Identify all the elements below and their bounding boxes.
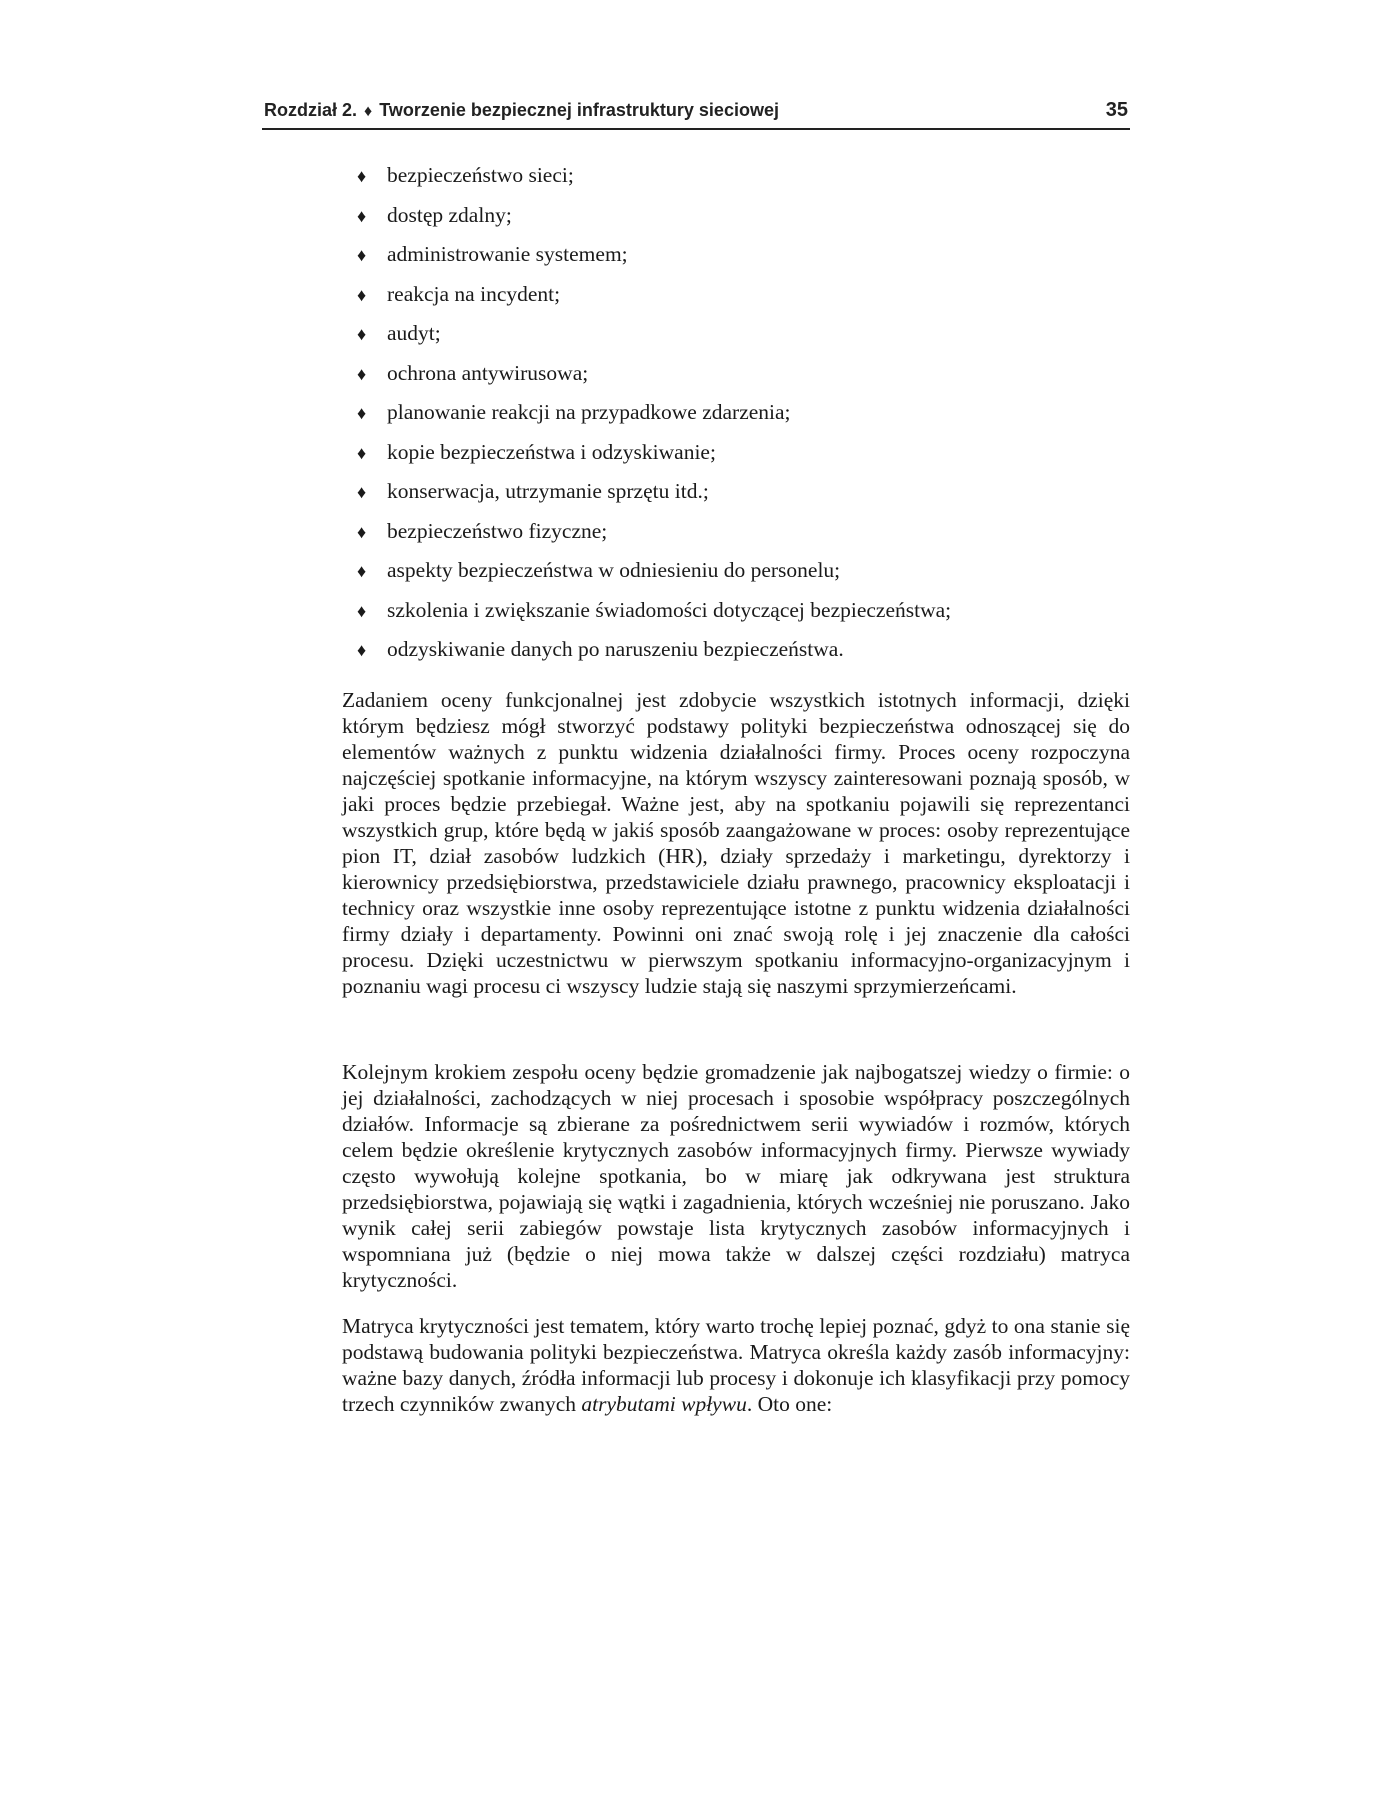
list-item: ♦ aspekty bezpieczeństwa w odniesieniu do personelu; bbox=[357, 558, 841, 582]
running-header bbox=[262, 98, 1130, 130]
diamond-bullet-icon: ♦ bbox=[357, 166, 367, 186]
diamond-bullet-icon: ♦ bbox=[357, 205, 367, 226]
list-item: ♦ dostęp zdalny; bbox=[357, 202, 512, 227]
list-item: ♦ odzyskiwanie danych po naruszeniu bezpieczeństwa. bbox=[357, 637, 844, 661]
list-item: ♦ konserwacja, utrzymanie sprzętu itd.; bbox=[357, 479, 709, 503]
diamond-bullet-icon: ♦ bbox=[357, 403, 367, 423]
italic-term: atrybutami wpływu bbox=[581, 1392, 747, 1416]
chapter-label: Rozdział 2. bbox=[264, 100, 358, 120]
paragraph-criticality-matrix bbox=[342, 1313, 1130, 1417]
list-item: ♦ bezpieczeństwo sieci; bbox=[357, 163, 574, 187]
diamond-bullet-icon: ♦ bbox=[357, 482, 367, 502]
diamond-bullet-icon: ♦ bbox=[357, 600, 367, 621]
paragraph-knowledge-gathering: Kolejnym krokiem zespołu oceny będzie gromadzenie jak najbogatszej wiedzy o firmie: o jej działalności, zachodzących w niej procesach i sposobie współpracy poszczególnych działów. Informacje są zbierane za pośrednictwem serii wywiadów i rozmów, których celem będzie określenie krytycznych zasobów informacyjnych firmy. Pierwsze wywiady często wywołują kolejne spotkania, bo w miarę jak odkrywana jest struktura przedsiębiorstwa, pojawiają się wątki i zagadnienia, których wcześniej nie poruszano. Jako wynik całej serii zabiegów powstaje lista krytycznych zasobów informacyjnych i wspomniana już (będzie o niej mowa także w dalszej części rozdziału) matryca krytyczności. bbox=[342, 1060, 1130, 1292]
diamond-bullet-icon: ♦ bbox=[357, 640, 367, 660]
diamond-bullet-icon: ♦ bbox=[357, 363, 367, 384]
diamond-bullet-icon: ♦ bbox=[357, 561, 367, 581]
paragraph-text: Matryca krytyczności jest tematem, który warto trochę lepiej poznać, gdyż to ona stanie się podstawą budowania polityki bezpieczeństwa. Matryca określa każdy zasób informacyjny: ważne bazy danych, źródła informacji lub procesy i dokonuje ich klasyfikacji przy pomocy trzech czynników zwanych bbox=[342, 1314, 1130, 1416]
paragraph-functional-assessment: Zadaniem oceny funkcjonalnej jest zdobycie wszystkich istotnych informacji, dzięki którym będziesz mógł stworzyć podstawy polityki bezpieczeństwa odnoszącej się do elementów ważnych z punktu widzenia działalności firmy. Proces oceny rozpoczyna najczęściej spotkanie informacyjne, na którym wszyscy zainteresowani poznają sposób, w jaki proces będzie przebiegał. Ważne jest, aby na spotkaniu pojawili się reprezentanci wszystkich grup, które będą w jakiś sposób zaangażowane w proces: osoby reprezentujące pion IT, dział zasobów ludzkich (HR), działy sprzedaży i marketingu, dyrektorzy i kierownicy przedsiębiorstwa, przedstawiciele działu prawnego, pracownicy eksploatacji i technicy oraz wszystkie inne osoby reprezentujące istotne z punktu widzenia działalności firmy działy i departamenty. Powinni oni znać swoją rolę i jej znaczenie dla całości procesu. Dzięki uczestnictwu w pierwszym spotkaniu informacyjno-organizacyjnym i poznaniu wagi procesu ci wszyscy ludzie stają się naszymi sprzymierzeńcami. bbox=[342, 688, 1130, 998]
diamond-bullet-icon: ♦ bbox=[357, 521, 367, 542]
diamond-bullet-icon: ♦ bbox=[357, 245, 367, 265]
diamond-bullet-icon: ♦ bbox=[357, 284, 367, 305]
list-item: ♦ reakcja na incydent; bbox=[357, 281, 561, 306]
list-item: ♦ szkolenia i zwiększanie świadomości dotyczącej bezpieczeństwa; bbox=[357, 597, 952, 622]
list-item: ♦ administrowanie systemem; bbox=[357, 242, 628, 266]
list-item: ♦ planowanie reakcji na przypadkowe zdarzenia; bbox=[357, 400, 791, 424]
list-item: ♦ bezpieczeństwo fizyczne; bbox=[357, 518, 608, 543]
chapter-title: Tworzenie bezpiecznej infrastruktury sieciowej bbox=[379, 100, 779, 120]
list-item: ♦ audyt; bbox=[357, 321, 441, 345]
bullet-list bbox=[357, 162, 1130, 676]
paragraph-text-end: . Oto one: bbox=[746, 1392, 833, 1416]
chapter-heading bbox=[264, 100, 779, 121]
list-item: ♦ ochrona antywirusowa; bbox=[357, 360, 589, 385]
list-item: ♦ kopie bezpieczeństwa i odzyskiwanie; bbox=[357, 439, 716, 464]
diamond-bullet-icon: ♦ bbox=[357, 324, 367, 344]
diamond-icon: ♦ bbox=[364, 103, 373, 120]
page-number: 35 bbox=[1105, 99, 1128, 121]
diamond-bullet-icon: ♦ bbox=[357, 442, 367, 463]
